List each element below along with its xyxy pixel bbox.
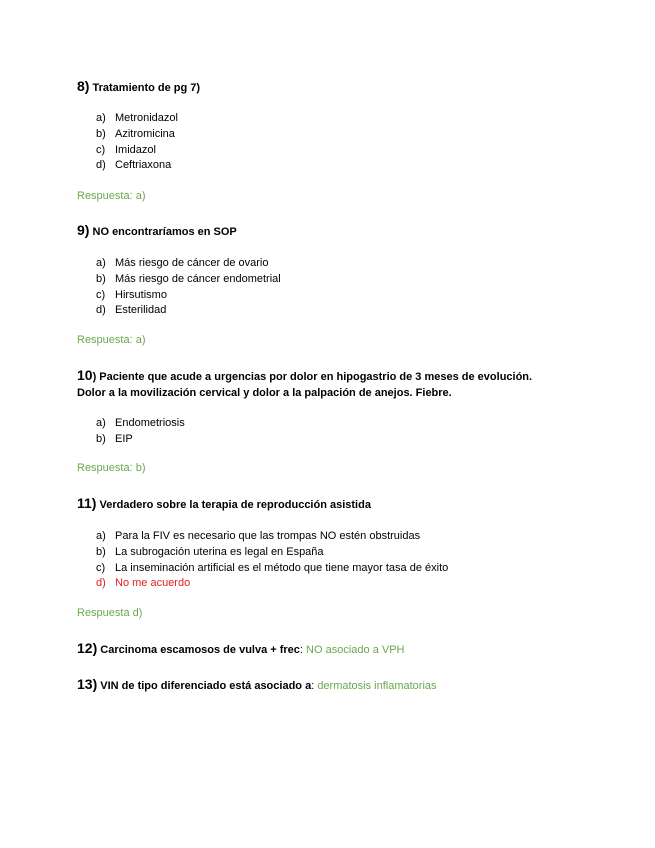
- option-c: c) La inseminación artificial es el método que tiene mayor tasa de éxito: [96, 561, 449, 574]
- question-text-line2: Dolor a la movilización cervical y dolor a la palpación de anejos. Fiebre.: [77, 387, 452, 399]
- question-text: VIN de tipo diferenciado está asociado a: [97, 680, 312, 692]
- question-number: 13): [77, 676, 98, 692]
- question-12: [77, 640, 404, 659]
- separator: :: [311, 680, 318, 692]
- option-d: d) No me acuerdo: [96, 577, 191, 590]
- options-list: [96, 416, 185, 448]
- option-c: c) Hirsutismo: [96, 288, 167, 301]
- question-number: 9): [77, 222, 90, 238]
- option-a: a) Metronidazol: [96, 112, 178, 124]
- option-b: b) Más riesgo de cáncer endometrial: [96, 272, 281, 285]
- option-a: a) Para la FIV es necesario que las trompas NO estén obstruidas: [96, 530, 421, 542]
- option-b: b) Azitromicina: [96, 127, 175, 140]
- question-11: [77, 495, 371, 514]
- question-text: Carcinoma escamosos de vulva + frec: [97, 644, 300, 656]
- option-b: b) La subrogación uterina es legal en España: [96, 545, 324, 558]
- question-text: Tratamiento de pg 7): [89, 82, 201, 94]
- question-number: 11): [77, 495, 97, 511]
- inline-answer: dermatosis inflamatorias: [317, 680, 437, 692]
- option-a: a) Más riesgo de cáncer de ovario: [96, 257, 269, 269]
- option-c: c) Imidazol: [96, 143, 156, 156]
- separator: :: [299, 644, 307, 656]
- options-list: [96, 111, 178, 174]
- answer-text: Respuesta: b): [77, 462, 146, 474]
- question-8: [77, 78, 200, 97]
- option-d: d) Ceftriaxona: [96, 159, 172, 172]
- option-d: d) Esterilidad: [96, 304, 167, 317]
- inline-answer: NO asociado a VPH: [306, 644, 405, 656]
- option-b: b) EIP: [96, 432, 133, 445]
- question-10-continued: [77, 385, 452, 402]
- answer-text: Respuesta d): [77, 607, 143, 619]
- question-13: [77, 676, 437, 695]
- answer-text: Respuesta: a): [77, 190, 146, 202]
- question-text: Verdadero sobre la terapia de reproducción asistida: [96, 499, 371, 511]
- option-a: a) Endometriosis: [96, 417, 185, 429]
- question-text-line1: ) Paciente que acude a urgencias por dolor en hipogastrio de 3 meses de evolución.: [92, 371, 533, 383]
- answer-text: Respuesta: a): [77, 334, 146, 346]
- options-list: [96, 256, 281, 319]
- question-10: [77, 367, 532, 386]
- options-list: [96, 529, 448, 592]
- question-number: 10: [77, 367, 93, 383]
- question-text: NO encontraríamos en SOP: [89, 226, 237, 238]
- question-number: 12): [77, 640, 98, 656]
- question-number: 8): [77, 78, 90, 94]
- question-9: [77, 222, 237, 241]
